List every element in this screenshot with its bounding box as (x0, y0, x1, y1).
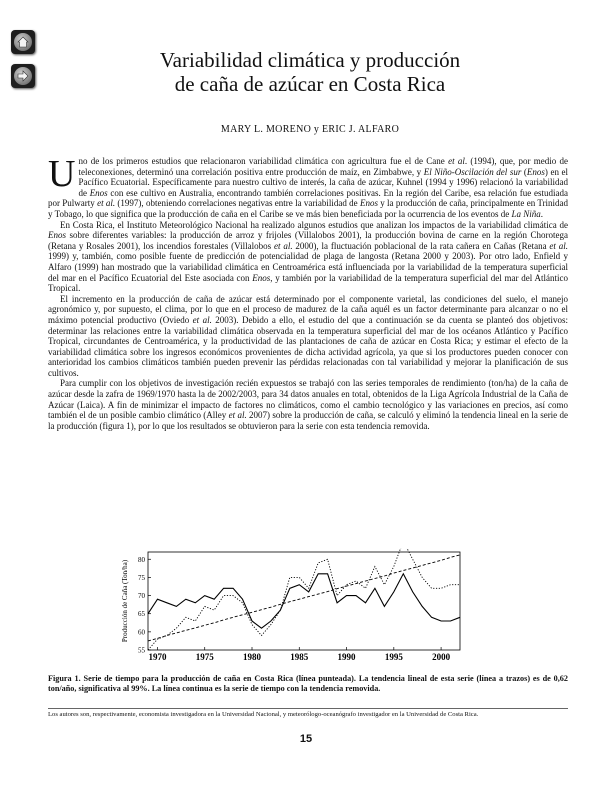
text-run: En Costa Rica, el Instituto Meteorológico Nacional ha realizado algunos estudios que analizan los impactos de la variabilidad climática de (60, 219, 568, 230)
y-tick-label: 65 (138, 610, 145, 619)
series-line-dashed (148, 555, 460, 641)
text-run: El incremento en la producción de caña de azúcar está determinado por el componente varietal, las condiciones del suelo, el manejo agronómico y, por supuesto, el clima, por lo que en el proceso de madurez de la caña aquél es un factor determinante para alcanzar o no el máximo potencial productivo (Oviedo (48, 293, 568, 325)
x-tick-label: 1975 (195, 652, 214, 662)
x-tick-label: 1970 (148, 652, 167, 662)
next-page-button[interactable] (11, 64, 35, 88)
home-button[interactable] (11, 30, 35, 54)
text-run: , y también por la variabilidad de la temperatura superficial del mar del Atlántico Tropical. (48, 272, 568, 294)
text-run: . (1994), que, por medio de teleconexiones, determinó una correlación positiva entre producción de maíz, en Zimbabwe, y (78, 156, 568, 177)
text-run: no de los primeros estudios que relacionaron variabilidad climática con agricultura fue el de Cane (78, 156, 449, 166)
italic-text: et al. (549, 240, 569, 251)
article-body (48, 153, 569, 431)
x-tick-label: 1995 (384, 652, 403, 662)
text-run: Para cumplir con los objetivos de investigación recién expuestos se trabajó con las series temporales de rendimiento (ton/ha) de la caña de azúcar desde la zafra de 1969/1970 hasta la de 2002/2003, para 34 datos anuales en total, obtenidos de la Liga Agrícola Industrial de la Caña de Azúcar (Laica). A fin de minimizar el impacto de factores no climáticos, como el cambio tecnológico y las variaciones en precios, así como también el de un posible cambio climático (Alley (48, 378, 568, 421)
y-tick-label: 70 (138, 592, 145, 601)
plot-frame (148, 552, 460, 650)
figure-caption: Figura 1. Serie de tiempo para la producción de caña en Costa Rica (línea punteada). La tendencia lineal de esta serie (línea a trazos) es de 0,62 ton/año, significativa al 99%. La línea continua es la serie de tiempo con la tendencia removida. (48, 674, 568, 693)
series-line-solid (148, 574, 460, 628)
italic-text: La Niña (511, 208, 541, 219)
italic-text: Enos (89, 187, 108, 198)
page-number: 15 (299, 733, 313, 745)
italic-text: et al. (273, 240, 293, 251)
text-run: 1999) y, también, como posible fuente de predicción de potencialidad de plaga de langosta (Retana 2000 y 2003). Por otro lado, Enfield y Alfaro (1999) han mostrado que la variabilidad climática en Centroamérica está influenciada por la variabilidad de la temperatura superficial del mar en el Pacífico Ecuatorial del Este asociada con (48, 251, 568, 283)
italic-text: Enos (252, 272, 271, 283)
arrow-right-icon (17, 70, 29, 82)
text-run: 2000), la fluctuación poblacional de la rata cañera en Cañas (Retana (292, 240, 550, 251)
italic-text: et al. (228, 410, 247, 421)
body-paragraph (48, 220, 568, 294)
body-paragraph (48, 294, 568, 379)
y-tick-label: 55 (138, 646, 145, 655)
text-run: sobre diferentes variables: la producción de arroz y frijoles (Villalobos 2001), la producción bovina de carne en la región Chorotega (Retana y Rosales 2001), los incendios forestales (Villalobos (48, 230, 568, 251)
figure-1-chart (118, 548, 470, 672)
y-tick-label: 75 (138, 573, 145, 582)
footnote: Los autores son, respectivamente, economista investigadora en la Universidad Nacional, y meteorólogo-oceanógrafo investigador en la Universidad de Costa Rica. (48, 711, 479, 718)
y-tick-label: 60 (138, 628, 145, 637)
italic-text: et al. (97, 198, 116, 209)
italic-text: et al. (192, 314, 212, 325)
drop-cap: U (48, 153, 76, 195)
text-run: (1997), obteniendo correlaciones negativas entre la variabilidad de (115, 198, 360, 209)
text-run: ) en el Pacífico Ecuatorial. Específicamente para nuestro cultivo de interés, la caña de azúcar, Kuhnel (1994 y 1996) relacionó la variabilidad de (78, 166, 569, 198)
article-title (60, 48, 560, 96)
home-icon (17, 36, 29, 48)
footnote-divider (48, 708, 568, 709)
italic-text: et al (448, 156, 465, 166)
x-tick-label: 2000 (432, 652, 451, 662)
x-tick-label: 1990 (337, 652, 356, 662)
title-line-2: de caña de azúcar en Costa Rica (174, 72, 446, 96)
text-run: y la producción de caña, principalmente en Trinidad y Tobago, lo que significa que la producción de caña en el Caribe se ve más bien beneficiada por la ocurrencia de los eventos de (48, 198, 569, 219)
y-tick-label: 80 (138, 555, 145, 564)
text-run: 2007) sobre la producción de caña, se calculó y eliminó la tendencia lineal en la serie de la producción (figura 1), por lo que los resultados se obtuvieron para la serie con esta tendencia removida. (48, 410, 569, 431)
authors: MARY L. MORENO y ERIC J. ALFARO (220, 124, 400, 135)
x-tick-label: 1985 (290, 652, 309, 662)
text-run: . (540, 208, 544, 219)
italic-text: Enos (526, 166, 545, 177)
body-paragraph (48, 153, 569, 220)
italic-text: El Niño-Oscilación del sur (423, 166, 522, 177)
italic-text: Enos (359, 198, 378, 209)
text-run: ( (521, 166, 527, 177)
text-run: 2003). Debido a ello, el estudio del que a continuación se da cuenta se planteó dos objetivos: determinar las relaciones entre la variabilidad climática observada en la temperatura superficial del mar de los océanos Atlántico y Pacífico Tropical, circundantes de Centroamérica, y la productividad de las plantaciones de caña de azúcar en Costa Rica; y estimar el efecto de la variabilidad climática sobre los ingresos económicos provenientes de dicha actividad agrícola, ya que si los productores pueden conocer con anterioridad los cambios climáticos también pueden prevenir las pérdidas relacionadas con tal variabilidad y mejorar la planificación de sus cultivos. (48, 314, 568, 378)
italic-text: Enos (48, 230, 66, 241)
body-paragraph (48, 378, 568, 431)
text-run: con ese cultivo en Australia, encontrando también correlaciones positivas. En la región del Caribe, esa relación fue estudiada por Pulwarty (48, 187, 568, 209)
title-line-1: Variabilidad climática y producción (159, 48, 461, 72)
series-line-dotted (148, 548, 460, 650)
y-axis-label: Producción de Caña (Ton/ha) (121, 559, 129, 643)
x-tick-label: 1980 (243, 652, 261, 662)
